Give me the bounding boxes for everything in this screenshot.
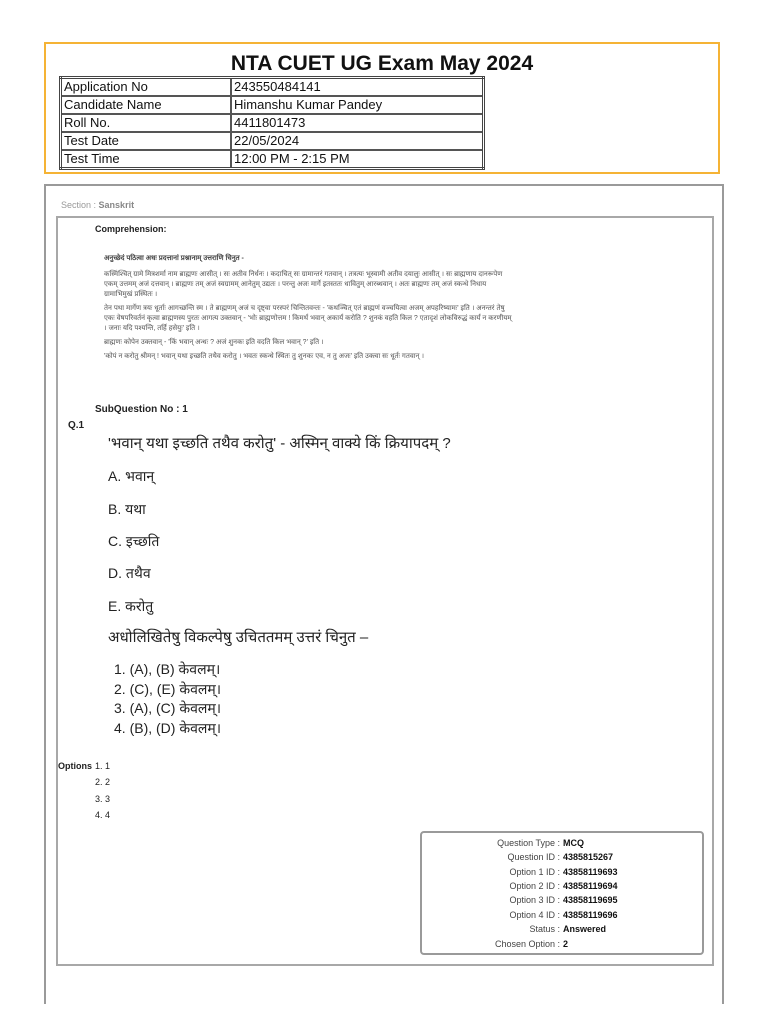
answer-combination: 3. (A), (C) केवलम्। [114,700,222,716]
info-row [61,78,484,97]
info-key: Test Time [61,150,232,169]
question-choice: A. भवान् [108,468,155,484]
question-choice: D. तथैव [108,565,151,581]
info-row [61,150,484,169]
info-key: Application No [61,78,232,97]
exam-header [44,42,720,174]
section-label [61,200,134,210]
passage-paragraph: तेन पथा मार्गेण त्रयः धूर्ताः आगच्छन्ति स्म । ते ब्राह्मणम् अजं च दृष्ट्वा परस्परं चिन्तितवन्तः - 'कथञ्चित् एतं ब्राह्मणं वञ्चयित्वा अजम् अपहरिष्यामः' इति । अनन्तरं तेषु एकः वेषपरिवर्तनं कृत्वा ब्राह्मणस्य पुरतः आगत्य उक्तवान् - 'भोः ब्राह्मणोत्तम ! किमर्थं भवान् अकार्यं करोति ? शुनकं वहति किल ? एतादृशं लोकविरुद्धं कार्यं न करणीयम् । जनाः यदि पश्यन्ति, तर्हि हसेयुः' इति । [104,305,512,332]
info-key: Test Date [61,132,232,150]
info-value: Himanshu Kumar Pandey [231,96,484,114]
meta-row [420,867,704,879]
section-prefix: Section : [61,200,97,210]
passage-paragraph: 'कोपं न करोतु श्रीमन् ! भवान् यथा इच्छति तथैव करोतु । भवतः स्कन्धे स्थितः तु शुनकः एव, न तु अजः' इति उक्त्वा सः धूर्तः गतवान् । [104,353,425,360]
info-value: 22/05/2024 [231,132,484,150]
meta-row [420,910,704,922]
meta-value: 43858119693 [563,867,618,877]
info-row [61,132,484,150]
question-choice: B. यथा [108,501,146,517]
meta-value: 43858119695 [563,895,618,905]
meta-row [420,939,704,951]
comprehension-label: Comprehension: [95,224,167,234]
answer-combination: 1. (A), (B) केवलम्। [114,661,221,677]
info-value: 12:00 PM - 2:15 PM [231,150,484,169]
comprehension-passage [104,254,514,366]
candidate-info-table [59,76,485,170]
meta-value: 43858119696 [563,910,618,920]
option-item: 1. 1 [95,761,111,771]
question-choice: C. इच्छति [108,533,160,549]
info-key: Roll No. [61,114,232,132]
meta-row [420,924,704,936]
answer-combination: 4. (B), (D) केवलम्। [114,720,222,736]
question-text: 'भवान् यथा इच्छति तथैव करोतु' - अस्मिन् वाक्ये किं क्रियापदम् ? [108,435,451,452]
passage-heading: अनुच्छेदं पठित्वा अधः प्रदत्तानां प्रश्नानाम् उत्तराणि चिनुत - [104,255,244,262]
exam-title: NTA CUET UG Exam May 2024 [230,52,534,75]
passage-paragraph: कस्मिंश्चित् ग्रामे मित्रशर्मा नाम ब्राह्मणः आसीत् । सः अतीव निर्धनः । कदाचित् सः ग्रामान्तरं गतवान् । तत्रत्यः भूस्वामी अतीव दयालुः आसीत् । सः ब्राह्मणाय दानरूपेण एकम् उत्तमम् अजं दत्तवान् । ब्राह्मणः तम् अजं स्वग्रामम् आनेतुम् उद्यतः । परन्तु अजः मार्गे इतस्ततः धावितुम् आरब्धवान् । अतः ब्राह्मणः तम् अजं स्कन्धे निधाय ग्रामाभिमुखं प्रस्थितः । [104,271,503,298]
meta-key: Option 1 ID : [509,867,560,877]
option-item: 2. 2 [95,777,111,787]
info-value: 4411801473 [231,114,484,132]
question-instruction: अधोलिखितेषु विकल्पेषु उचिततमम् उत्तरं चिनुत – [108,629,369,646]
option-item: 3. 3 [95,794,111,804]
meta-value: 4385815267 [563,852,614,862]
options-label: Options [58,761,92,771]
info-key: Candidate Name [61,96,232,114]
meta-key: Option 3 ID : [509,895,560,905]
meta-key: Option 2 ID : [509,881,560,891]
passage-paragraph: ब्राह्मणः कोपेन उक्तवान् - 'किं भवान् अन्धः ? अजं शुनकः इति वदति किल भवान् ?' इति । [104,339,324,346]
question-choice: E. करोतु [108,598,154,614]
meta-row [420,838,704,850]
info-row [61,96,484,114]
meta-row [420,895,704,907]
info-row [61,114,484,132]
meta-key: Option 4 ID : [509,910,560,920]
section-name: Sanskrit [98,200,135,210]
meta-key: Question Type : [497,838,560,848]
meta-key: Question ID : [507,852,560,862]
meta-value: MCQ [563,838,584,848]
question-number: Q.1 [68,420,85,431]
meta-row [420,852,704,864]
meta-key: Chosen Option : [494,939,560,949]
option-item: 4. 4 [95,810,111,820]
answer-combination: 2. (C), (E) केवलम्। [114,681,222,697]
meta-value: 43858119694 [563,881,618,891]
info-value: 243550484141 [231,78,484,97]
meta-row [420,881,704,893]
subquestion-label: SubQuestion No : 1 [95,404,188,415]
meta-value: 2 [563,939,569,949]
meta-value: Answered [563,924,607,934]
meta-key: Status : [529,924,560,934]
